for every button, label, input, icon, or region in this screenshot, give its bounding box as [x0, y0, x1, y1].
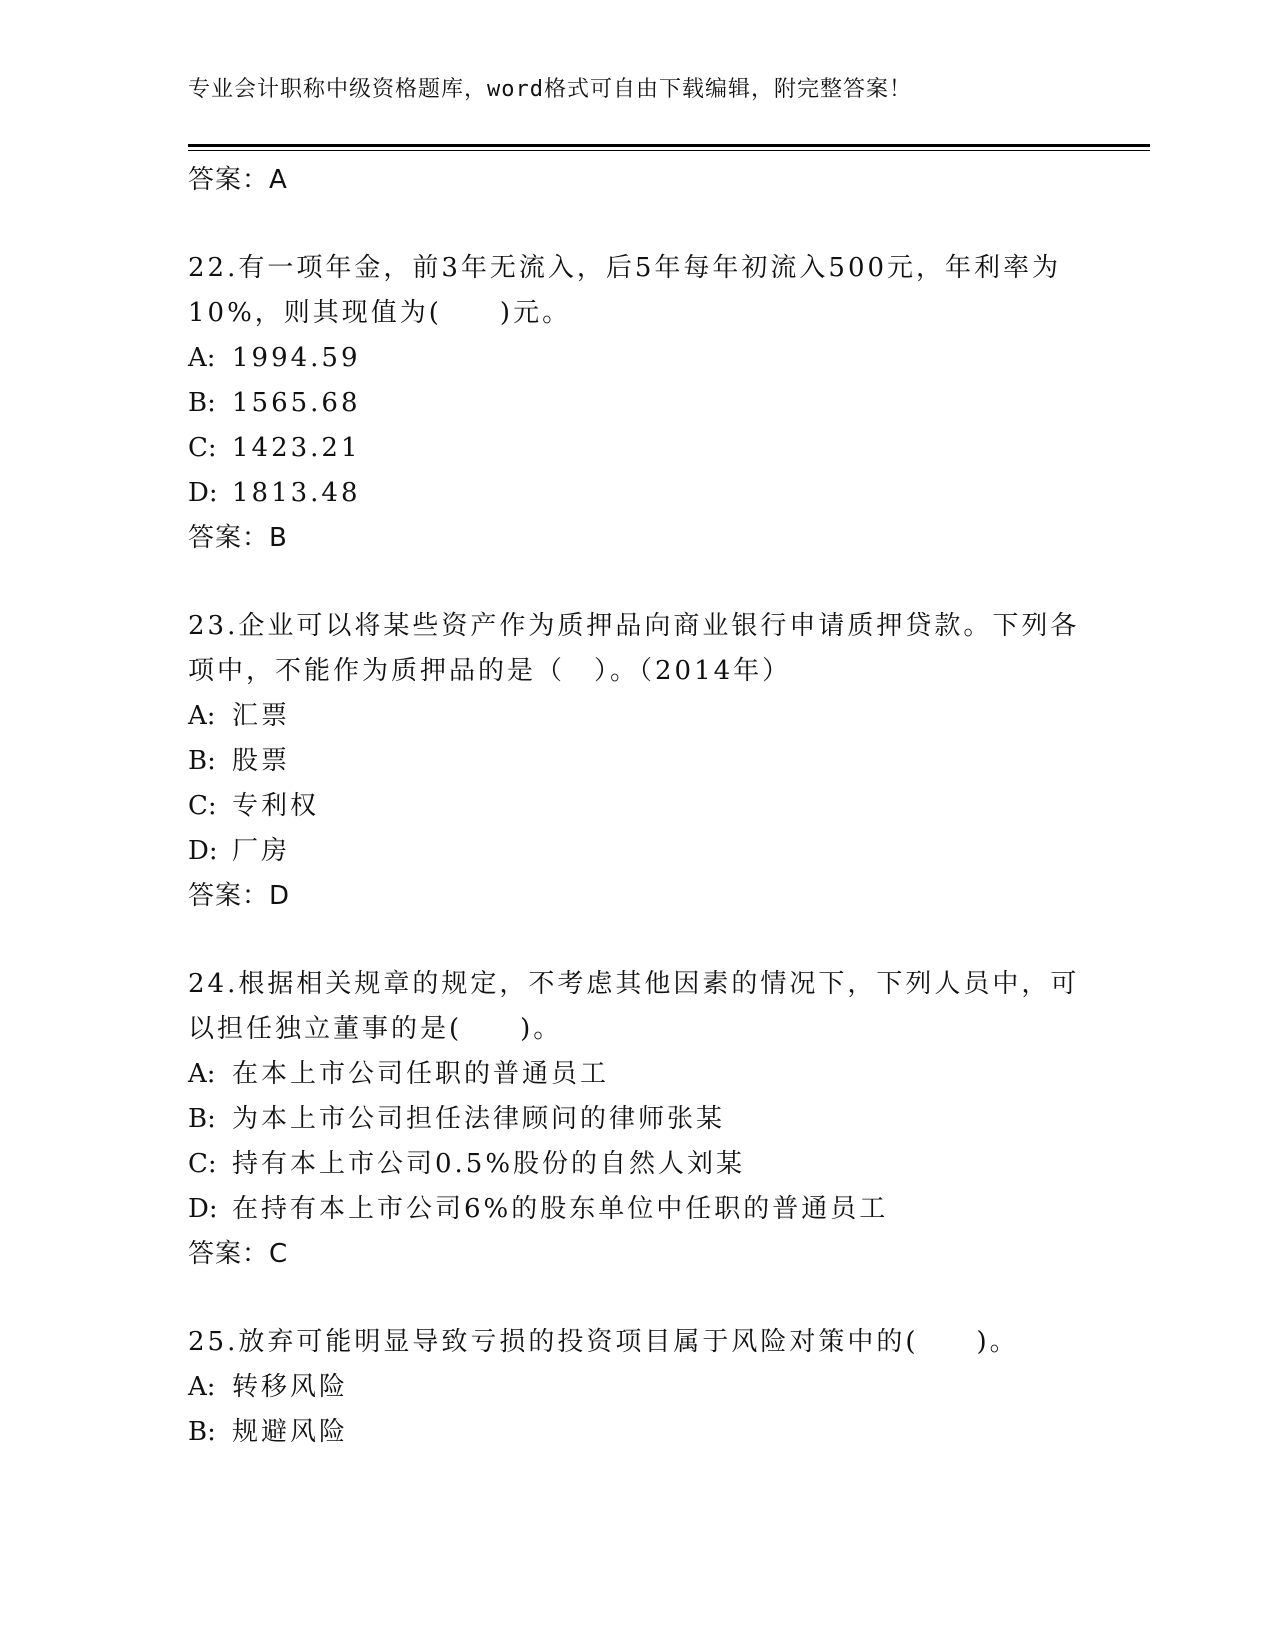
question-text-line: 以担任独立董事的是( )。: [188, 1014, 563, 1044]
answer-value: D: [269, 881, 291, 911]
answer-label: 答案：: [188, 881, 270, 911]
option-b: [188, 1410, 1088, 1455]
option-key: B:: [188, 1104, 216, 1134]
question-25: [188, 1320, 1088, 1455]
answer-22: [188, 516, 1088, 561]
option-key: D:: [188, 1194, 218, 1224]
question-text-line: 项中，不能作为质押品的是（ ）。（2014年）: [188, 656, 792, 686]
question-24: [188, 962, 1088, 1277]
option-key: B:: [188, 1417, 216, 1447]
option-a: [188, 336, 1088, 381]
question-text-line: 22.有一项年金，前3年无流入，后5年每年初流入500元，年利率为: [188, 253, 1062, 283]
option-c: [188, 426, 1088, 471]
option-text: 1994.59: [232, 343, 361, 373]
option-d: [188, 1187, 1088, 1232]
option-b: [188, 1097, 1088, 1142]
option-text: 转移风险: [232, 1372, 349, 1402]
option-b: [188, 739, 1088, 784]
option-key: A:: [188, 701, 216, 731]
option-key: B:: [188, 388, 216, 418]
option-key: B:: [188, 746, 216, 776]
option-text: 1565.68: [232, 388, 361, 418]
question-22: [188, 246, 1088, 561]
option-a: [188, 1052, 1088, 1097]
option-a: [188, 1365, 1088, 1410]
option-d: [188, 829, 1088, 874]
option-key: A:: [188, 1372, 216, 1402]
option-key: D:: [188, 478, 218, 508]
answer-21: [188, 158, 1088, 203]
option-d: [188, 471, 1088, 516]
option-key: C:: [188, 433, 217, 463]
option-text: 1423.21: [232, 433, 361, 463]
option-text: 在持有本上市公司6%的股东单位中任职的普通员工: [232, 1194, 889, 1224]
option-text: 持有本上市公司0.5%股份的自然人刘某: [232, 1149, 746, 1179]
question-text-line: 23.企业可以将某些资产作为质押品向商业银行申请质押贷款。下列各: [188, 611, 1080, 641]
option-text: 为本上市公司担任法律顾问的律师张某: [232, 1104, 726, 1134]
question-content: [188, 158, 1088, 1455]
option-text: 股票: [232, 746, 291, 776]
option-key: C:: [188, 1149, 217, 1179]
question-text-line: 10%，则其现值为( )元。: [188, 298, 572, 328]
answer-label: 答案：: [188, 165, 270, 195]
option-text: 规避风险: [232, 1417, 349, 1447]
option-text: 1813.48: [232, 478, 361, 508]
question-23: [188, 604, 1088, 919]
option-text: 专利权: [232, 791, 320, 821]
option-c: [188, 784, 1088, 829]
option-key: A:: [188, 343, 216, 373]
option-key: A:: [188, 1059, 216, 1089]
answer-value: C: [269, 1239, 289, 1269]
question-text-line: 24.根据相关规章的规定，不考虑其他因素的情况下，下列人员中，可: [188, 969, 1080, 999]
header-rule-thick: [188, 144, 1150, 147]
page-header: 专业会计职称中级资格题库，word格式可自由下载编辑，附完整答案！: [188, 77, 912, 102]
answer-23: [188, 874, 1088, 919]
option-a: [188, 694, 1088, 739]
option-b: [188, 381, 1088, 426]
option-text: 厂房: [232, 836, 291, 866]
option-text: 汇票: [232, 701, 291, 731]
header-rule-thin: [188, 150, 1150, 151]
answer-label: 答案：: [188, 523, 270, 553]
answer-value: A: [269, 165, 288, 195]
answer-24: [188, 1232, 1088, 1277]
option-c: [188, 1142, 1088, 1187]
answer-label: 答案：: [188, 1239, 270, 1269]
answer-value: B: [269, 523, 288, 553]
question-text-line: 25.放弃可能明显导致亏损的投资项目属于风险对策中的( )。: [188, 1327, 1019, 1357]
option-key: D:: [188, 836, 218, 866]
option-text: 在本上市公司任职的普通员工: [232, 1059, 610, 1089]
option-key: C:: [188, 791, 217, 821]
